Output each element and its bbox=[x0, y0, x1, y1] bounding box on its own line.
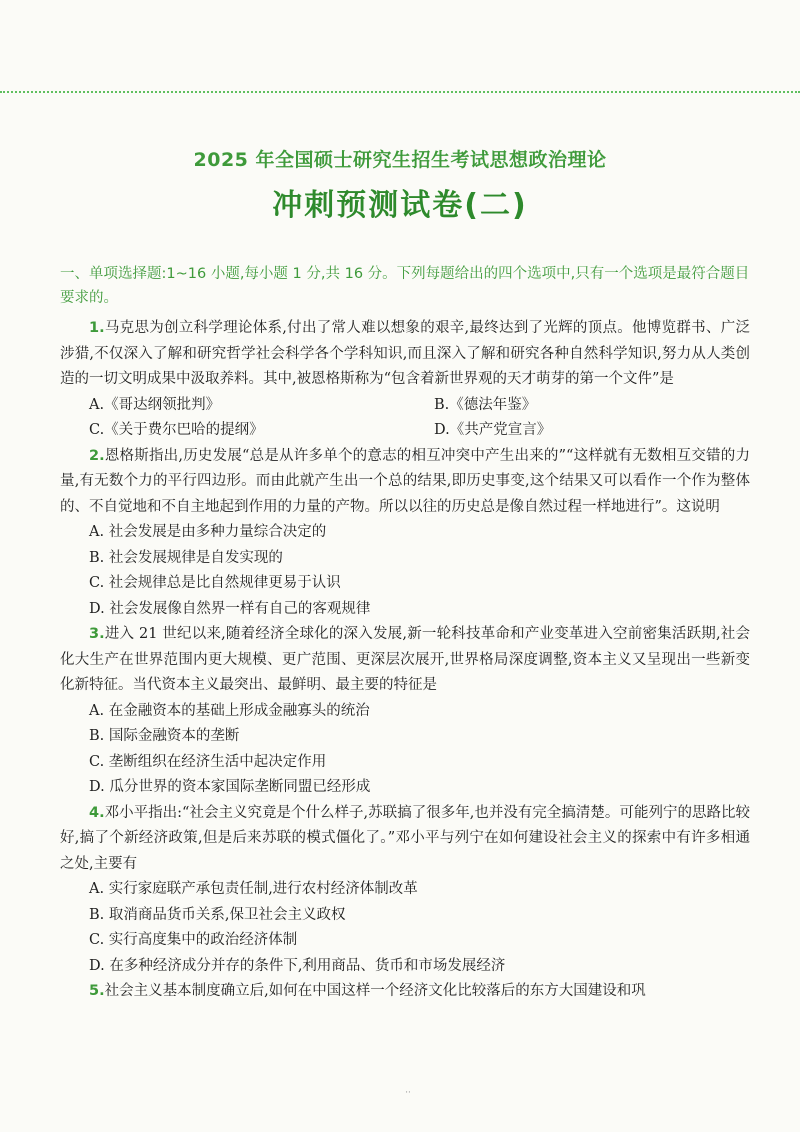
option-b: B. 国际金融资本的垄断 bbox=[89, 728, 240, 744]
option-b: B.《德法年鉴》 bbox=[434, 396, 537, 413]
question-number: 5. bbox=[89, 983, 105, 999]
option-c: C. 社会规律总是比自然规律更易于认识 bbox=[89, 575, 341, 591]
question-4 bbox=[60, 801, 750, 980]
exam-title: 2025 年全国硕士研究生招生考试思想政治理论 bbox=[193, 149, 607, 171]
question-2 bbox=[60, 444, 750, 623]
question-stem: 进入 21 世纪以来,随着经济全球化的深入发展,新一轮科技革命和产业变革进入空前密集活跃期,社会化大生产在世界范围内更大规模、更广范围、更深层次展开,世界格局深度调整,资本主义又呈现出一些新变化新特征。当代资本主义最突出、最鲜明、最主要的特征是 bbox=[60, 626, 750, 693]
question-stem: 社会主义基本制度确立后,如何在中国这样一个经济文化比较落后的东方大国建设和巩 bbox=[104, 983, 646, 999]
question-number: 2. bbox=[89, 447, 105, 464]
question-number: 4. bbox=[89, 804, 105, 821]
option-d: D.《共产党宣言》 bbox=[434, 422, 552, 438]
question-3 bbox=[60, 622, 750, 801]
option-b: B. 社会发展规律是自发实现的 bbox=[89, 549, 283, 566]
header-dotted-rule bbox=[0, 91, 800, 93]
option-a: A. 社会发展是由多种力量综合决定的 bbox=[89, 524, 327, 540]
paper-title: 冲刺预测试卷(二) bbox=[272, 188, 528, 223]
option-c: C. 实行高度集中的政治经济体制 bbox=[89, 932, 298, 948]
question-stem: 邓小平指出:“社会主义究竟是个什么样子,苏联搞了很多年,也并没有完全搞清楚。可能列宁的思路比较好,搞了个新经济政策,但是后来苏联的模式僵化了。”邓小平与列宁在如何建设社会主义的探索中有许多相通之处,主要有 bbox=[60, 804, 750, 872]
option-a: A.《哥达纲领批判》 bbox=[89, 396, 221, 413]
page-mark: ·· bbox=[405, 1088, 411, 1098]
question-5 bbox=[60, 979, 750, 1005]
question-list bbox=[60, 316, 750, 1005]
question-stem: 马克思为创立科学理论体系,付出了常人难以想象的艰辛,最终达到了光辉的顶点。他博览群书、广泛涉猎,不仅深入了解和研究哲学社会科学各个学科知识,而且深入了解和研究各种自然科学知识,努力从人类创造的一切文明成果中汲取养料。其中,被恩格斯称为“包含着新世界观的天才萌芽的第一个文件”是 bbox=[60, 320, 750, 387]
option-grid bbox=[60, 393, 750, 444]
option-a: A. 在金融资本的基础上形成金融寡头的统治 bbox=[89, 702, 370, 719]
option-a: A. 实行家庭联产承包责任制,进行农村经济体制改革 bbox=[89, 881, 418, 897]
option-d: D. 在多种经济成分并存的条件下,利用商品、货币和市场发展经济 bbox=[89, 957, 506, 974]
question-number: 3. bbox=[89, 626, 105, 642]
option-c: C. 垄断组织在经济生活中起决定作用 bbox=[89, 753, 327, 770]
question-1 bbox=[60, 316, 750, 444]
option-b: B. 取消商品货币关系,保卫社会主义政权 bbox=[89, 906, 346, 923]
section-instructions: 一、单项选择题:1~16 小题,每小题 1 分,共 16 分。下列每题给出的四个选项中,只有一个选项是最符合题目要求的。 bbox=[60, 266, 750, 306]
option-d: D. 社会发展像自然界一样有自己的客观规律 bbox=[89, 600, 371, 617]
question-stem: 恩格斯指出,历史发展“总是从许多单个的意志的相互冲突中产生出来的”“这样就有无数相互交错的力量,有无数个力的平行四边形。而由此就产生出一个总的结果,即历史事变,这个结果又可以看作一个作为整体的、不自觉地和不自主地起到作用的力量的产物。所以以往的历史总是像自然过程一样地进行”。这说明 bbox=[60, 447, 750, 515]
option-d: D. 瓜分世界的资本家国际垄断同盟已经形成 bbox=[89, 779, 371, 795]
option-c: C.《关于费尔巴哈的提纲》 bbox=[89, 422, 264, 438]
question-number: 1. bbox=[89, 320, 105, 336]
